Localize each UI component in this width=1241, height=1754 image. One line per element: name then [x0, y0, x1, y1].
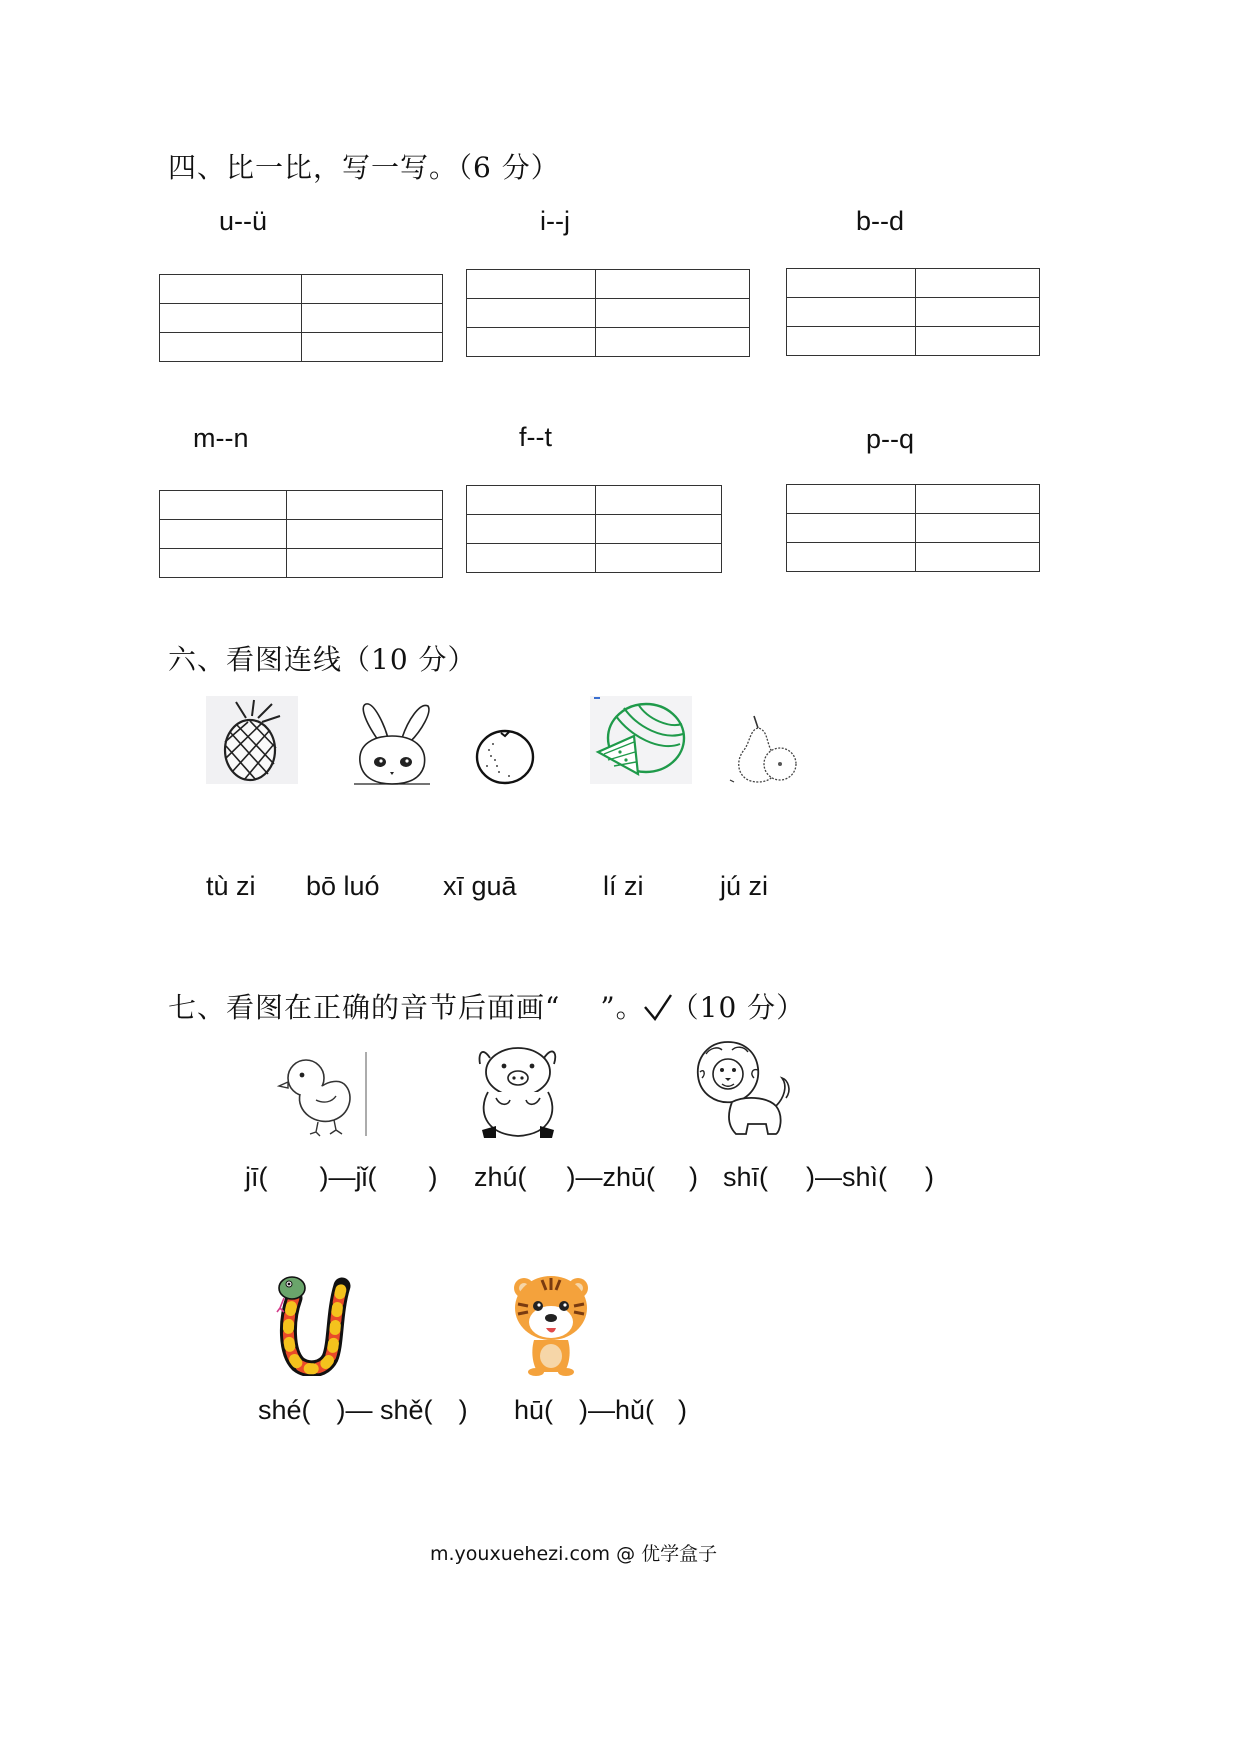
- syllable-right: )—shì(: [806, 1162, 888, 1192]
- syllable-close: ): [925, 1162, 935, 1192]
- syllable-right: )—hǔ(: [579, 1395, 655, 1425]
- syllable-choice[interactable]: [245, 1162, 437, 1193]
- section7-heading-quote: ”。: [600, 991, 645, 1024]
- pair-label: b--d: [856, 206, 905, 236]
- tiger-picture[interactable]: [506, 1268, 596, 1376]
- pinyin-word[interactable]: jú zi: [720, 871, 769, 901]
- rabbit-picture[interactable]: [350, 700, 434, 786]
- syllable-right: )—jǐ(: [319, 1162, 377, 1192]
- pear-picture[interactable]: [728, 712, 798, 784]
- syllable-close: ): [428, 1162, 438, 1192]
- syllable-left: hū(: [514, 1395, 554, 1425]
- syllable-choice[interactable]: [258, 1395, 468, 1426]
- pinyin-word[interactable]: lí zi: [603, 871, 644, 901]
- section6-heading: 六、看图连线（10 分）: [168, 643, 477, 676]
- writing-grid[interactable]: [786, 484, 1040, 572]
- syllable-choice[interactable]: [474, 1162, 698, 1193]
- syllable-right: )— shě(: [336, 1395, 433, 1425]
- syllable-close: ): [678, 1395, 688, 1425]
- syllable-left: jī(: [245, 1162, 268, 1192]
- pinyin-word[interactable]: bō luó: [306, 871, 380, 901]
- writing-grid[interactable]: [466, 269, 750, 357]
- snake-picture[interactable]: [276, 1272, 356, 1376]
- syllable-left: shé(: [258, 1395, 311, 1425]
- orange-picture[interactable]: [473, 726, 537, 786]
- syllable-choice[interactable]: [723, 1162, 934, 1193]
- writing-grid[interactable]: [159, 490, 443, 578]
- pig-picture[interactable]: [474, 1040, 562, 1144]
- section7-heading-score: （10 分）: [670, 991, 806, 1024]
- section4-heading: 四、比一比，写一写。（6 分）: [168, 151, 560, 184]
- chick-picture[interactable]: [276, 1048, 372, 1138]
- writing-grid[interactable]: [786, 268, 1040, 356]
- pair-label: p--q: [866, 424, 915, 454]
- section7-heading: [168, 986, 805, 1026]
- writing-grid[interactable]: [466, 485, 722, 573]
- pineapple-picture[interactable]: [206, 696, 298, 784]
- lion-picture[interactable]: [692, 1038, 794, 1140]
- pair-label: f--t: [519, 422, 552, 452]
- syllable-left: shī(: [723, 1162, 769, 1192]
- syllable-choice[interactable]: [514, 1395, 687, 1426]
- footer-watermark: m.youxuehezi.com @ 优学盒子: [430, 1543, 718, 1565]
- pair-label: m--n: [193, 423, 249, 453]
- writing-grid[interactable]: [159, 274, 443, 362]
- pinyin-word[interactable]: tù zi: [206, 871, 256, 901]
- checkmark-icon: [643, 993, 673, 1023]
- syllable-close: ): [689, 1162, 699, 1192]
- section7-heading-text: 七、看图在正确的音节后面画“: [168, 991, 561, 1024]
- pinyin-word[interactable]: xī guā: [443, 871, 517, 901]
- syllable-close: ): [458, 1395, 468, 1425]
- pair-label: u--ü: [219, 206, 268, 236]
- pair-label: i--j: [540, 206, 570, 236]
- watermelon-picture[interactable]: [590, 696, 692, 784]
- syllable-right: )—zhū(: [566, 1162, 656, 1192]
- syllable-left: zhú(: [474, 1162, 527, 1192]
